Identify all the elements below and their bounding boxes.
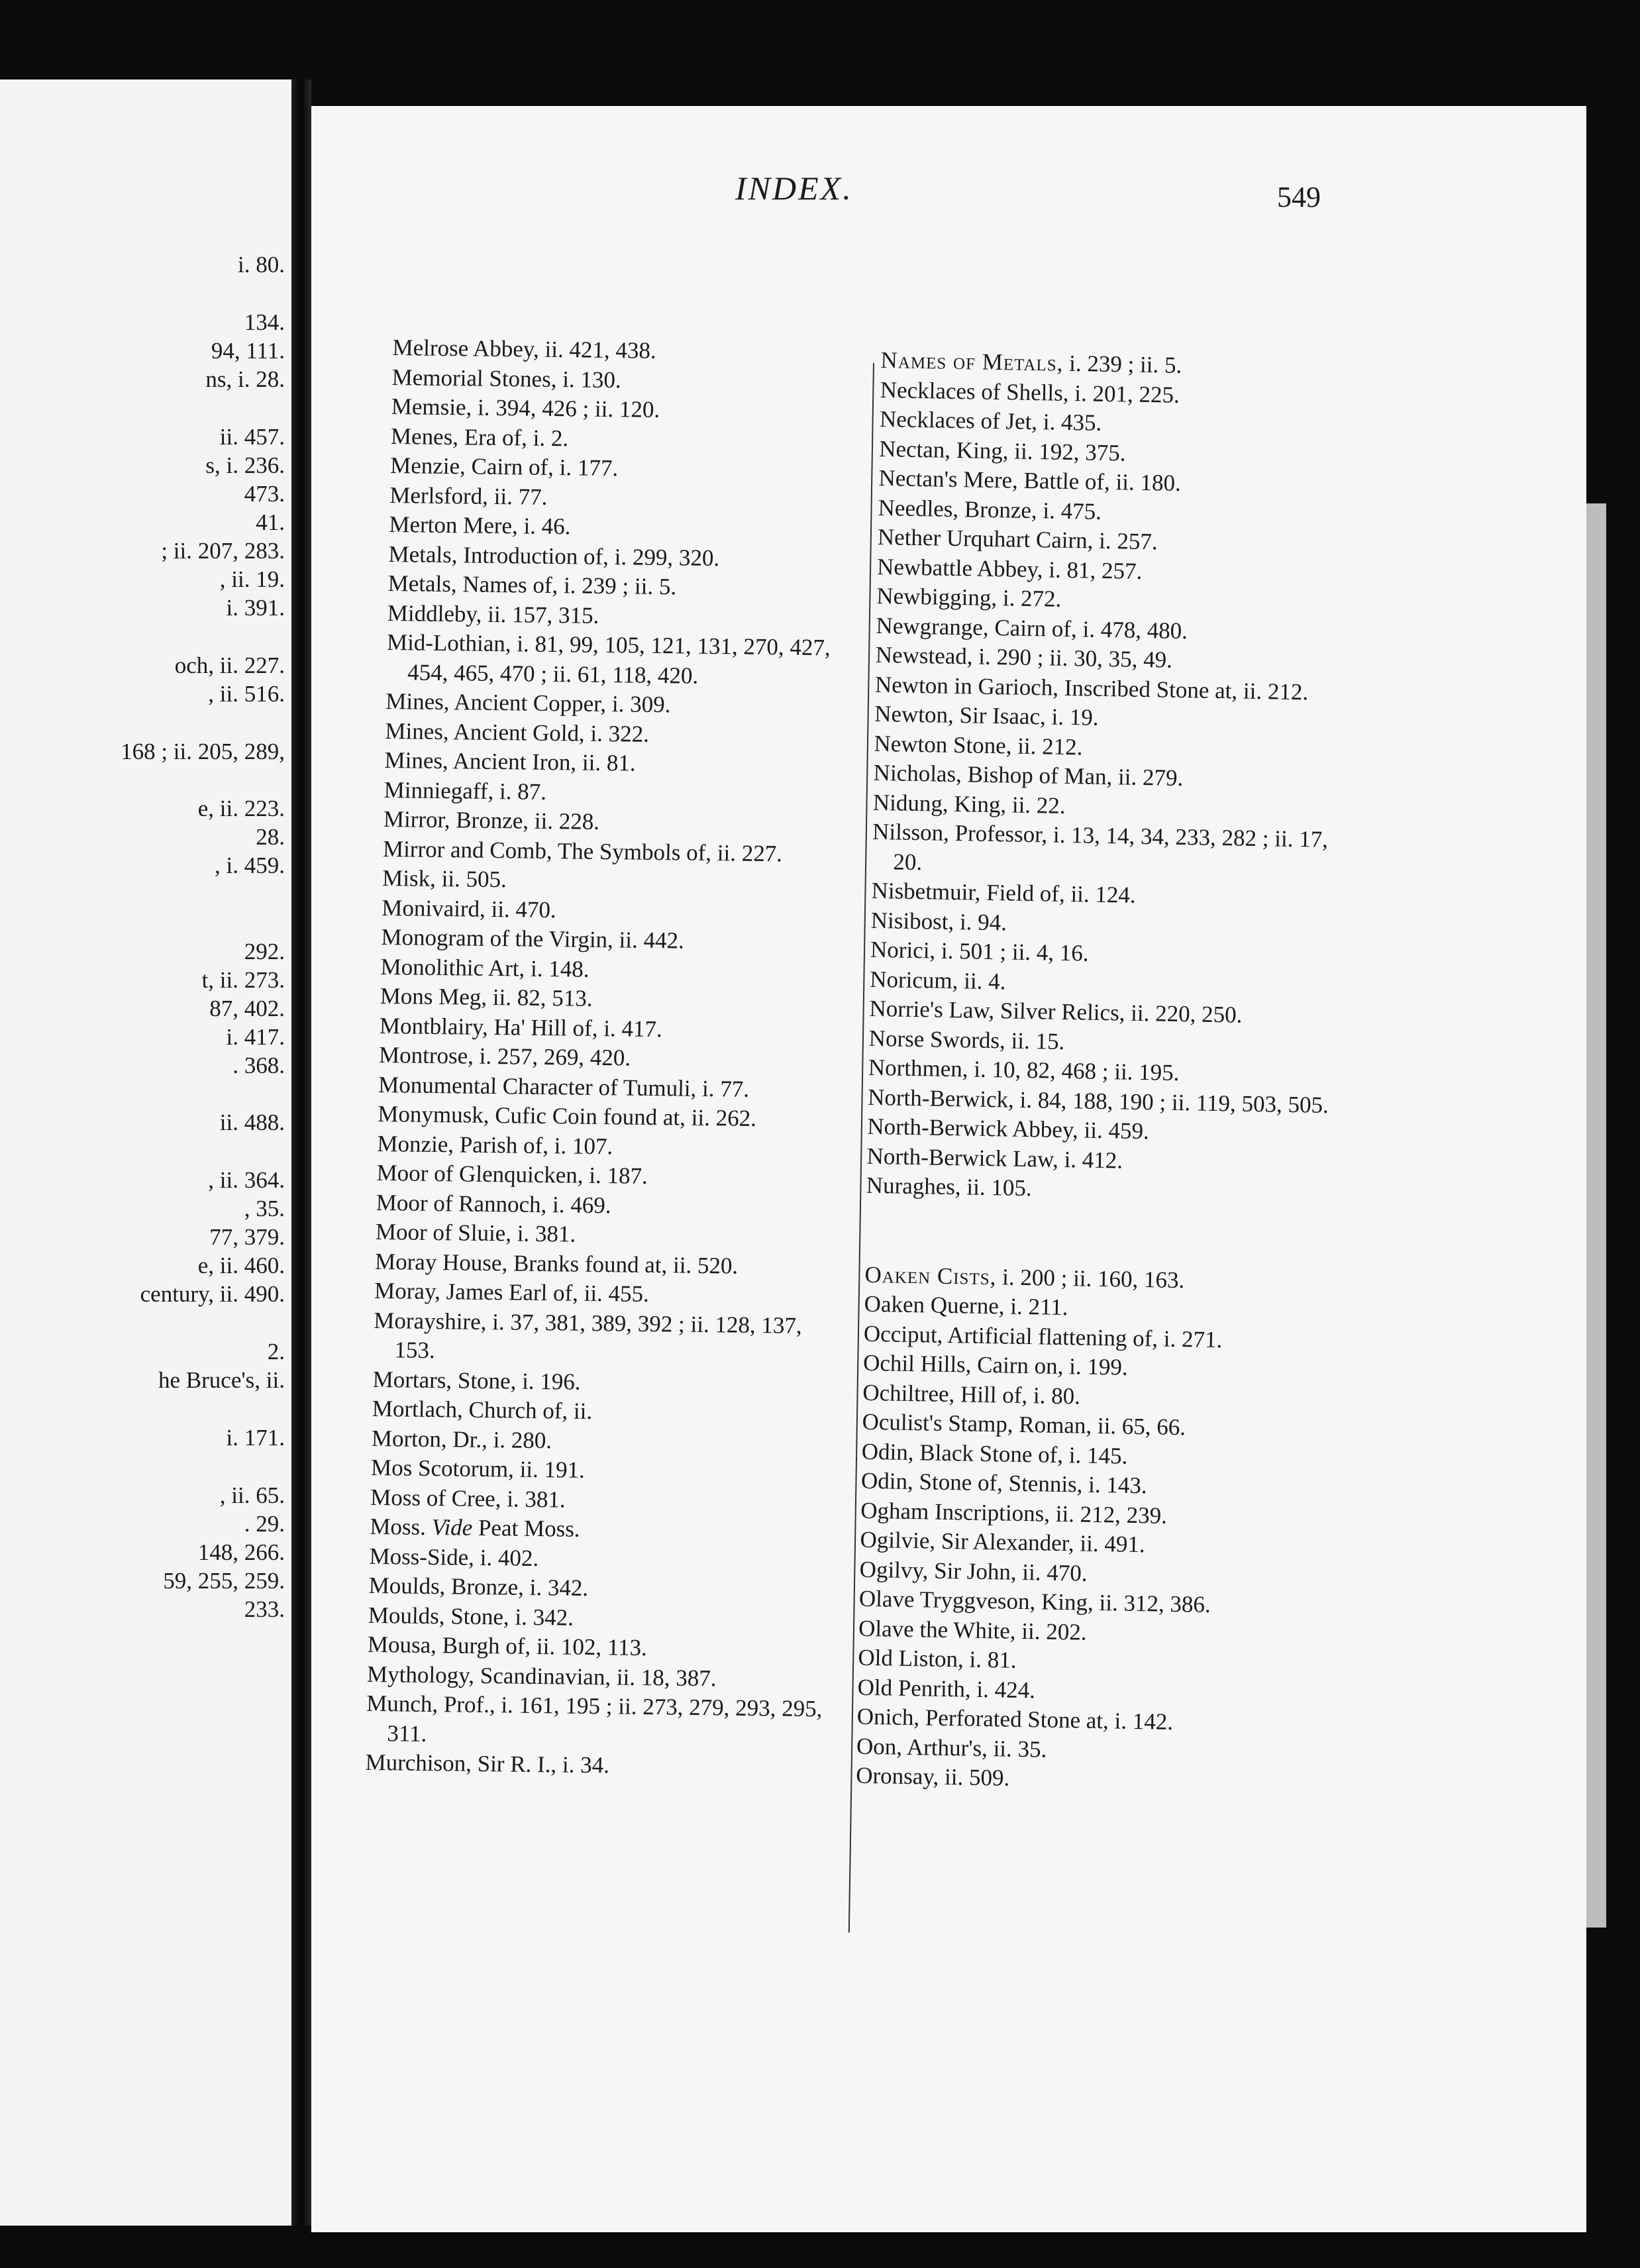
facing-page-line: s, i. 236. bbox=[205, 452, 285, 478]
index-entry: Ogilvie, Sir Alexander, ii. 491. bbox=[860, 1526, 1146, 1558]
index-entry: Ochil Hills, Cairn on, i. 199. bbox=[862, 1349, 1129, 1380]
index-entry: Newbattle Abbey, i. 81, 257. bbox=[876, 553, 1143, 584]
facing-page-line: ; ii. 207, 283. bbox=[161, 538, 285, 564]
index-entry: Merlsford, ii. 77. bbox=[389, 482, 548, 510]
index-entry: Monivaird, ii. 470. bbox=[381, 894, 557, 923]
index-entry: Mid-Lothian, i. 81, 99, 105, 121, 131, 270, 427, 454, 465, 470 ; ii. 61, 118, 420. bbox=[386, 629, 831, 689]
facing-page-line: i. 171. bbox=[226, 1425, 285, 1451]
index-entry: Morton, Dr., i. 280. bbox=[371, 1425, 552, 1453]
facing-page-line: i. 391. bbox=[226, 595, 285, 621]
index-column-left bbox=[365, 333, 856, 1783]
index-entry: Oronsay, ii. 509. bbox=[855, 1762, 1010, 1791]
facing-page-line: 77, 379. bbox=[209, 1224, 285, 1250]
facing-page-line: ii. 457. bbox=[219, 424, 285, 450]
facing-page-line: , i. 459. bbox=[215, 852, 285, 878]
facing-page-line: 292. bbox=[244, 939, 285, 964]
index-entry: Moulds, Stone, i. 342. bbox=[368, 1602, 574, 1631]
index-entry: Necklaces of Shells, i. 201, 225. bbox=[880, 376, 1180, 408]
facing-page-line: i. 417. bbox=[226, 1024, 285, 1050]
index-entry: Noricum, ii. 4. bbox=[869, 966, 1006, 994]
index-entry: North-Berwick Law, i. 412. bbox=[866, 1143, 1123, 1174]
index-entry: Nisbetmuir, Field of, ii. 124. bbox=[871, 877, 1137, 908]
index-entry: Newton in Garioch, Inscribed Stone at, ii. 212. bbox=[874, 671, 1309, 705]
index-entry: Norse Swords, ii. 15. bbox=[868, 1025, 1065, 1055]
index-entry: Merton Mere, i. 46. bbox=[389, 511, 571, 540]
index-entry: Mirror, Bronze, ii. 228. bbox=[383, 805, 600, 835]
index-entry: Metals, Introduction of, i. 299, 320. bbox=[388, 541, 720, 571]
index-entry: Olave Tryggveson, King, ii. 312, 386. bbox=[858, 1585, 1211, 1618]
index-entry: Nilsson, Professor, i. 13, 14, 34, 233, 282 ; ii. 17, 20. bbox=[872, 818, 1329, 875]
index-entry: Mines, Ancient Gold, i. 322. bbox=[385, 717, 650, 747]
index-entry: Menes, Era of, i. 2. bbox=[390, 423, 569, 451]
running-head-title: INDEX. bbox=[735, 170, 853, 207]
index-entry: Occiput, Artificial flattening of, i. 271. bbox=[863, 1320, 1223, 1353]
book-gutter bbox=[291, 79, 311, 2226]
index-entry: Murchison, Sir R. I., i. 34. bbox=[365, 1749, 610, 1778]
index-entry: Newton Stone, ii. 212. bbox=[874, 730, 1083, 760]
facing-page-line: 134. bbox=[244, 309, 285, 335]
index-entry: Nether Urquhart Cairn, i. 257. bbox=[877, 523, 1158, 555]
facing-page-line: e, ii. 223. bbox=[197, 796, 285, 821]
page-edge-shadow bbox=[1586, 503, 1606, 1928]
facing-page-line: 168 ; ii. 205, 289, bbox=[121, 739, 285, 764]
facing-page-line: century, ii. 490. bbox=[140, 1281, 285, 1307]
index-entry: Melrose Abbey, ii. 421, 438. bbox=[392, 334, 657, 364]
index-entry: Ochiltree, Hill of, i. 80. bbox=[862, 1379, 1081, 1409]
index-entry: Norici, i. 501 ; ii. 4, 16. bbox=[870, 936, 1089, 966]
index-entry: Mousa, Burgh of, ii. 102, 113. bbox=[367, 1631, 648, 1661]
section-head-n-refs: i. 239 ; ii. 5. bbox=[1063, 350, 1182, 378]
index-entry: Montrose, i. 257, 269, 420. bbox=[378, 1041, 631, 1071]
section-gap bbox=[865, 1200, 1349, 1268]
index-entry: Montblairy, Ha' Hill of, i. 417. bbox=[379, 1012, 663, 1042]
index-entry: Nisibost, i. 94. bbox=[870, 907, 1007, 935]
facing-page-line: och, ii. 227. bbox=[174, 652, 285, 678]
index-entry: Menzie, Cairn of, i. 177. bbox=[389, 452, 619, 482]
facing-page-line: ns, i. 28. bbox=[205, 366, 285, 392]
index-entry: Mythology, Scandinavian, ii. 18, 387. bbox=[366, 1661, 717, 1691]
index-entry: Moss of Cree, i. 381. bbox=[370, 1484, 566, 1513]
facing-page-line: , ii. 364. bbox=[208, 1167, 285, 1193]
index-entry: Moray House, Branks found at, ii. 520. bbox=[374, 1248, 739, 1279]
index-entry: Olave the White, ii. 202. bbox=[858, 1615, 1087, 1645]
index-entry: Moss. Vide Peat Moss. bbox=[370, 1513, 581, 1542]
index-entry: Newstead, i. 290 ; ii. 30, 35, 49. bbox=[875, 641, 1173, 673]
index-entry: Mortlach, Church of, ii. bbox=[372, 1395, 593, 1424]
index-entry: Moor of Glenquicken, i. 187. bbox=[376, 1159, 648, 1189]
index-entry: Monogram of the Virgin, ii. 442. bbox=[381, 923, 685, 954]
facing-page-line: e, ii. 460. bbox=[197, 1253, 285, 1278]
facing-page-line: 2. bbox=[267, 1339, 285, 1365]
index-entry: Moor of Rannoch, i. 469. bbox=[376, 1189, 611, 1218]
facing-page-line: , ii. 65. bbox=[219, 1482, 285, 1508]
index-entry: Monymusk, Cufic Coin found at, ii. 262. bbox=[378, 1100, 757, 1131]
index-entry: Nuraghes, ii. 105. bbox=[866, 1172, 1033, 1202]
page-number: 549 bbox=[1277, 181, 1321, 213]
index-entry: Monzie, Parish of, i. 107. bbox=[377, 1130, 613, 1159]
index-entry: Nidung, King, ii. 22. bbox=[872, 789, 1066, 819]
index-entry: Morayshire, i. 37, 381, 389, 392 ; ii. 128, 137, 153. bbox=[374, 1307, 803, 1364]
index-entry: Moulds, Bronze, i. 342. bbox=[368, 1572, 589, 1601]
facing-page-line: , ii. 516. bbox=[208, 681, 285, 707]
index-entry: Monumental Character of Tumuli, i. 77. bbox=[378, 1071, 750, 1102]
facing-page-line: 41. bbox=[256, 509, 285, 535]
index-entry: Mos Scotorum, ii. 191. bbox=[370, 1454, 586, 1483]
index-entry: Monolithic Art, i. 148. bbox=[380, 953, 589, 982]
index-entry: Metals, Names of, i. 239 ; ii. 5. bbox=[387, 570, 677, 600]
section-head-o-label: Oaken Cists, bbox=[864, 1261, 997, 1290]
index-entry: Moss-Side, i. 402. bbox=[369, 1543, 539, 1571]
facing-page-line: 94, 111. bbox=[211, 338, 285, 364]
index-entry: Minniegaff, i. 87. bbox=[384, 776, 547, 805]
index-entry: Newgrange, Cairn of, i. 478, 480. bbox=[876, 612, 1188, 644]
index-entry: Onich, Perforated Stone at, i. 142. bbox=[856, 1703, 1174, 1735]
index-entry: Newton, Sir Isaac, i. 19. bbox=[874, 700, 1099, 731]
index-entry: Memorial Stones, i. 130. bbox=[391, 364, 622, 393]
facing-page-line: 59, 255, 259. bbox=[163, 1568, 285, 1594]
facing-page-line: . 29. bbox=[244, 1511, 285, 1537]
facing-page-line: , 35. bbox=[244, 1196, 285, 1221]
facing-page-line: 148, 266. bbox=[197, 1539, 285, 1565]
index-entry: Middleby, ii. 157, 315. bbox=[387, 599, 599, 629]
index-entry: Nectan, King, ii. 192, 375. bbox=[878, 435, 1126, 466]
facing-page-line: 233. bbox=[244, 1596, 285, 1622]
index-entry: Odin, Black Stone of, i. 145. bbox=[861, 1438, 1128, 1469]
index-entry: Northmen, i. 10, 82, 468 ; ii. 195. bbox=[868, 1054, 1180, 1086]
facing-page-line: 473. bbox=[244, 481, 285, 507]
index-entry: Memsie, i. 394, 426 ; ii. 120. bbox=[391, 393, 660, 423]
index-entry: Needles, Bronze, i. 475. bbox=[878, 494, 1102, 525]
facing-page-line: ii. 488. bbox=[219, 1109, 285, 1135]
facing-page-line: . 368. bbox=[232, 1053, 285, 1078]
index-entry: Moray, James Earl of, ii. 455. bbox=[374, 1277, 650, 1307]
index-entry: Mines, Ancient Iron, ii. 81. bbox=[384, 747, 637, 776]
index-entry: Newbigging, i. 272. bbox=[876, 582, 1062, 612]
index-entry: Mines, Ancient Copper, i. 309. bbox=[385, 688, 671, 718]
section-head-n-label: Names of Metals, bbox=[880, 346, 1064, 376]
facing-page-line: 87, 402. bbox=[209, 996, 285, 1021]
facing-page-line: t, ii. 273. bbox=[201, 967, 285, 993]
index-entry: Odin, Stone of, Stennis, i. 143. bbox=[860, 1467, 1148, 1499]
facing-page-line: he Bruce's, ii. bbox=[158, 1367, 285, 1393]
index-entry: Mirror and Comb, The Symbols of, ii. 227. bbox=[382, 835, 783, 866]
index-entry: Oaken Querne, i. 211. bbox=[864, 1290, 1068, 1321]
index-entry: Ogilvy, Sir John, ii. 470. bbox=[859, 1556, 1088, 1586]
index-entry: Mons Meg, ii. 82, 513. bbox=[380, 982, 593, 1011]
facing-page-fragment bbox=[0, 79, 291, 2226]
index-entry: Mortars, Stone, i. 196. bbox=[372, 1366, 582, 1395]
section-head-o-refs: i. 200 ; ii. 160, 163. bbox=[996, 1263, 1185, 1293]
index-entry: Necklaces of Jet, i. 435. bbox=[879, 405, 1102, 436]
index-entry: Norrie's Law, Silver Relics, ii. 220, 250. bbox=[869, 995, 1243, 1028]
index-entry: Old Liston, i. 81. bbox=[858, 1644, 1017, 1673]
facing-page-line: i. 80. bbox=[238, 252, 285, 278]
index-entry: Oculist's Stamp, Roman, ii. 65, 66. bbox=[862, 1408, 1186, 1441]
index-entry: Ogham Inscriptions, ii. 212, 239. bbox=[860, 1497, 1168, 1529]
index-entry: Moor of Sluie, i. 381. bbox=[375, 1218, 576, 1247]
index-entry: Oon, Arthur's, ii. 35. bbox=[856, 1733, 1047, 1763]
facing-page-line: 28. bbox=[256, 824, 285, 850]
index-column-right bbox=[856, 346, 1364, 1799]
index-entry: Old Penrith, i. 424. bbox=[857, 1674, 1036, 1703]
index-entry: North-Berwick, i. 84, 188, 190 ; ii. 119, 503, 505. bbox=[867, 1084, 1329, 1118]
index-entry: Misk, ii. 505. bbox=[382, 864, 507, 893]
index-entry: Nectan's Mere, Battle of, ii. 180. bbox=[878, 464, 1182, 496]
index-entry: Munch, Prof., i. 161, 195 ; ii. 273, 279, 293, 295, 311. bbox=[366, 1690, 823, 1747]
facing-page-line: , ii. 19. bbox=[219, 566, 285, 592]
index-entry: Nicholas, Bishop of Man, ii. 279. bbox=[873, 759, 1184, 792]
index-entry: North-Berwick Abbey, ii. 459. bbox=[867, 1113, 1150, 1145]
